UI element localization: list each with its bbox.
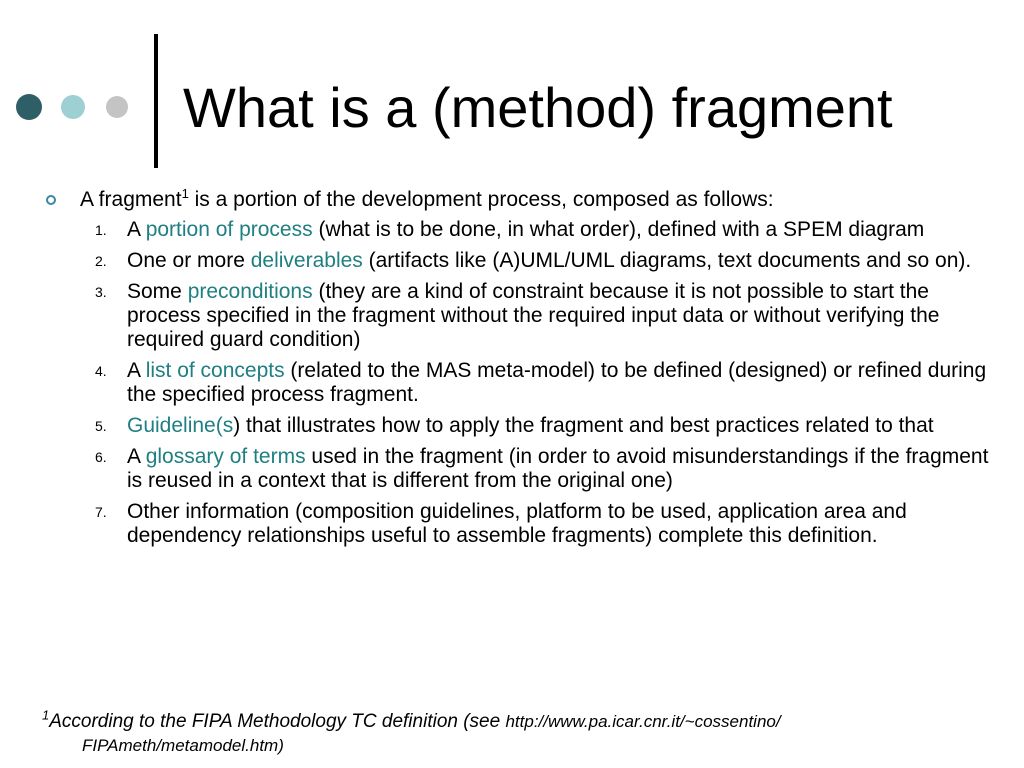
list-number: 4. (95, 363, 107, 379)
dot-light (61, 95, 85, 119)
ring-bullet-icon (46, 195, 56, 205)
item-pre: A (127, 445, 146, 468)
list-item (42, 414, 1002, 438)
item-pre: Some (127, 280, 188, 303)
slide-body (42, 187, 1002, 555)
item-term: list of concepts (145, 359, 285, 382)
list-item (42, 359, 1002, 407)
item-pre: A (127, 359, 146, 382)
dot-gray (106, 96, 128, 118)
numbered-list (42, 218, 1002, 548)
list-number: 3. (95, 284, 107, 300)
footnote-text: According to the FIPA Methodology TC definition (see (49, 711, 506, 732)
list-number: 7. (95, 504, 107, 520)
list-item (42, 500, 1002, 548)
list-number: 6. (95, 449, 107, 465)
list-number: 1. (95, 222, 107, 238)
footnote-url-part2: FIPAmeth/metamodel.htm) (82, 736, 284, 755)
item-pre: Other information (composition guidelines, platform to be used, application area and dependency relationships useful to assemble fragments) complete this definition. (127, 500, 907, 547)
item-pre: One or more (127, 249, 251, 272)
item-post: (related to the MAS meta-model) to be defined (designed) or refined during the specified process fragment. (127, 359, 987, 406)
item-post: ) that illustrates how to apply the fragment and best practices related to that (233, 414, 934, 437)
list-item (42, 218, 1002, 242)
lead-bullet-item (42, 187, 1002, 212)
lead-text-start: A fragment (80, 188, 182, 211)
list-item (42, 249, 1002, 273)
dot-dark (16, 94, 42, 120)
footnote-url-part1: http://www.pa.icar.cnr.it/~cossentino/ (505, 712, 781, 731)
footnote (42, 707, 1002, 758)
title-divider (154, 34, 158, 168)
item-term: preconditions (187, 280, 313, 303)
list-item (42, 280, 1002, 352)
item-post: (what is to be done, in what order), defined with a SPEM diagram (312, 218, 925, 241)
slide-title: What is a (method) fragment (183, 76, 893, 139)
footnote-number: 1 (42, 707, 50, 723)
item-term: portion of process (145, 218, 313, 241)
item-post: used in the fragment (in order to avoid misunderstandings if the fragment is reused in a context that is different from the original one) (127, 445, 989, 492)
item-term: Guideline(s (127, 414, 234, 437)
lead-text-end: is a portion of the development process, composed as follows: (188, 188, 774, 211)
list-item (42, 445, 1002, 493)
list-number: 5. (95, 418, 107, 434)
footnote-marker: 1 (181, 186, 189, 201)
item-post: (they are a kind of constraint because it is not possible to start the process specified in the fragment without the required input data or without verifying the required guard condition) (127, 280, 940, 351)
item-post: (artifacts like (A)UML/UML diagrams, text documents and so on). (362, 249, 972, 272)
list-number: 2. (95, 253, 107, 269)
item-pre: A (127, 218, 146, 241)
item-term: deliverables (250, 249, 363, 272)
item-term: glossary of terms (145, 445, 306, 468)
